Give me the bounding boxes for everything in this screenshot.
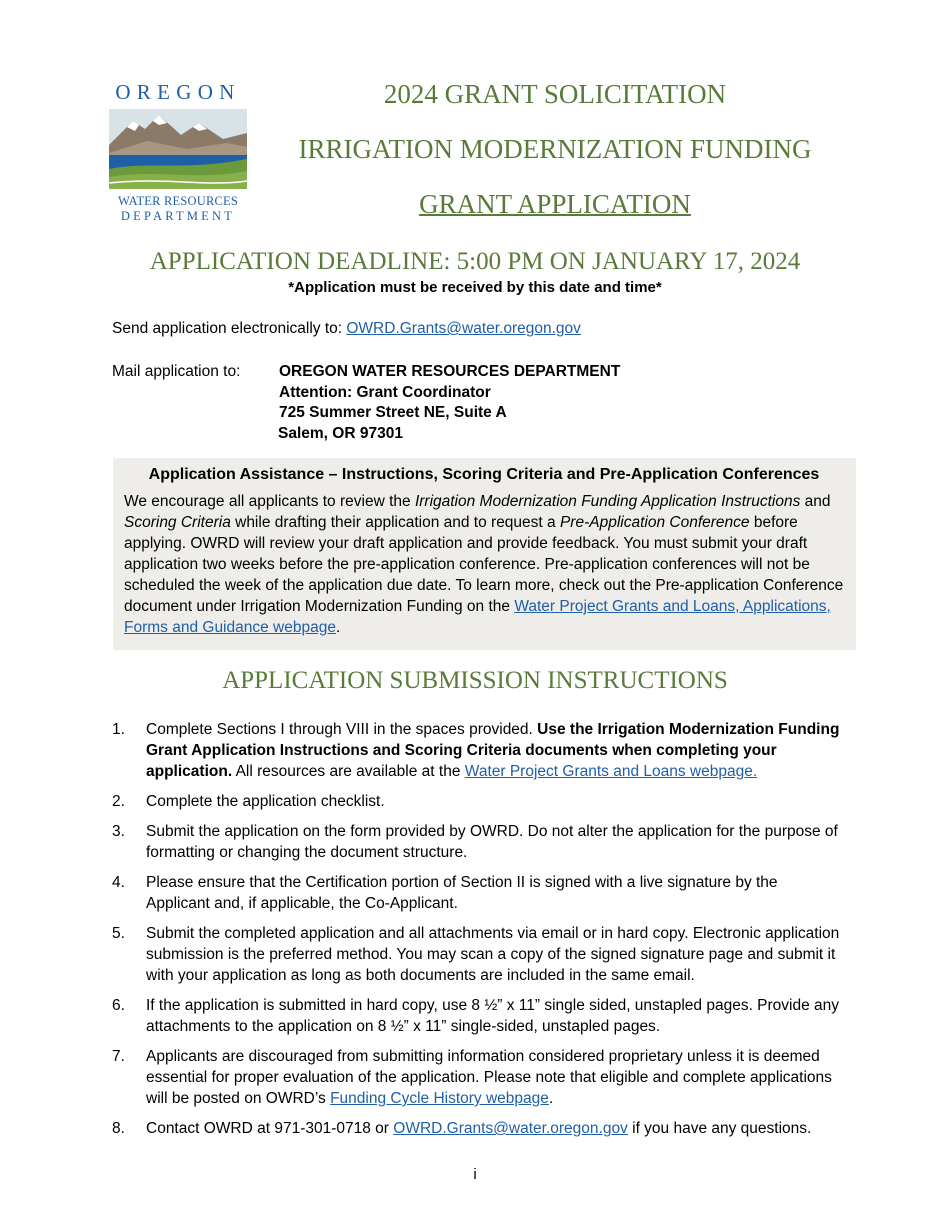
deadline-note: *Application must be received by this date and time*	[288, 279, 662, 296]
list-item	[112, 821, 842, 863]
list-item	[112, 923, 842, 986]
send-email-link[interactable]: OWRD.Grants@water.oregon.gov	[346, 320, 581, 337]
assistance-italic-scoring: Scoring Criteria	[124, 514, 231, 531]
list-item	[112, 872, 842, 914]
step-number: 6.	[112, 997, 125, 1014]
mail-address-line4: Salem, OR 97301	[278, 425, 403, 442]
step-text: Applicants are discouraged from submitting information considered proprietary unless it is deemed essential for proper evaluation of the application. Please note that eligible and complete applications will be posted on OWRD’s	[146, 1048, 832, 1107]
step-text: .	[548, 1090, 554, 1107]
water-project-grants-link[interactable]: Water Project Grants and Loans, Applications, Forms and Guidance webpage	[124, 598, 831, 636]
step-text: All resources are available at the	[232, 763, 465, 780]
step-number: 2.	[112, 793, 125, 810]
step-text: Submit the completed application and all attachments via email or in hard copy. Electronic application submission is the preferred method. You may scan a copy of the signed signature page and submit it with your application as long as both documents are included in the same email.	[146, 925, 840, 984]
assistance-text: and	[800, 493, 831, 510]
step-number: 5.	[112, 925, 125, 942]
assistance-text: .	[335, 619, 341, 636]
assistance-title: Application Assistance – Instructions, Scoring Criteria and Pre-Application Conferences	[148, 466, 820, 483]
mail-address-line2: Attention: Grant Coordinator	[279, 384, 491, 401]
submission-instructions-heading: APPLICATION SUBMISSION INSTRUCTIONS	[222, 667, 728, 694]
step-text: Contact OWRD at 971-301-0718 or	[146, 1120, 394, 1137]
step-text: Complete Sections I through VIII in the spaces provided.	[146, 721, 538, 738]
contact-email-link[interactable]: OWRD.Grants@water.oregon.gov	[393, 1120, 628, 1137]
list-item	[112, 1118, 842, 1139]
step-number: 4.	[112, 874, 125, 891]
water-project-grants-webpage-link[interactable]: Water Project Grants and Loans webpage.	[464, 763, 758, 780]
list-item	[112, 1046, 842, 1109]
logo-landscape-icon	[107, 109, 249, 191]
step-text: Submit the application on the form provided by OWRD. Do not alter the application for the purpose of formatting or changing the document structure.	[146, 823, 838, 861]
list-item	[112, 995, 842, 1037]
step-number: 7.	[112, 1048, 125, 1065]
owrd-logo	[107, 82, 249, 224]
step-number: 1.	[112, 721, 125, 738]
step-number: 8.	[112, 1120, 125, 1137]
mail-address-line1: OREGON WATER RESOURCES DEPARTMENT	[279, 363, 621, 380]
step-text: Please ensure that the Certification portion of Section II is signed with a live signature by the Applicant and, if applicable, the Co-Applicant.	[146, 874, 778, 912]
send-label: Send application electronically to:	[112, 320, 347, 337]
submission-steps-list	[112, 719, 842, 1148]
assistance-italic-conference: Pre-Application Conference	[559, 514, 750, 531]
step-text: if you have any questions.	[627, 1120, 812, 1137]
logo-wordmark-line1: WATER RESOURCES	[117, 194, 239, 208]
logo-wordmark-line2: DEPARTMENT	[120, 209, 236, 223]
step-text: Complete the application checklist.	[146, 793, 385, 810]
application-assistance-box	[113, 458, 856, 650]
title-grant-solicitation: 2024 GRANT SOLICITATION	[383, 79, 727, 109]
assistance-text: before applying. OWRD will review your draft application and provide feedback. You must submit your draft application two weeks before the pre-application conference. Pre-application conferences will not be scheduled the week of the application due date. To learn more, check out the Pre-application Conference document under Irrigation Modernization Funding on the	[124, 514, 844, 615]
assistance-text: We encourage all applicants to review the	[124, 493, 415, 510]
assistance-body	[124, 491, 844, 638]
title-funding-program: IRRIGATION MODERNIZATION FUNDING	[298, 134, 812, 164]
page-number: i	[473, 1166, 477, 1183]
list-item	[112, 791, 842, 812]
logo-wordmark-top: OREGON	[115, 80, 241, 104]
step-number: 3.	[112, 823, 125, 840]
deadline-heading: APPLICATION DEADLINE: 5:00 PM ON JANUARY 17, 2024	[149, 248, 801, 275]
step-text: If the application is submitted in hard copy, use 8 ½” x 11” single sided, unstapled pages. Provide any attachments to the application on 8 ½” x 11” single-sided, unstapled pages.	[146, 997, 840, 1035]
mail-label: Mail application to:	[112, 363, 241, 380]
assistance-text: while drafting their application and to request a	[230, 514, 560, 531]
funding-cycle-history-link[interactable]: Funding Cycle History webpage	[330, 1090, 549, 1107]
assistance-italic-instructions: Irrigation Modernization Funding Application Instructions	[414, 493, 801, 510]
mail-address-line3: 725 Summer Street NE, Suite A	[279, 404, 507, 421]
step-bold-text: Use the Irrigation Modernization Funding Grant Application Instructions and Scoring Criteria documents when completing your application.	[146, 721, 840, 780]
title-grant-application: GRANT APPLICATION	[419, 189, 691, 219]
send-electronically-line	[112, 320, 581, 338]
list-item	[112, 719, 842, 782]
